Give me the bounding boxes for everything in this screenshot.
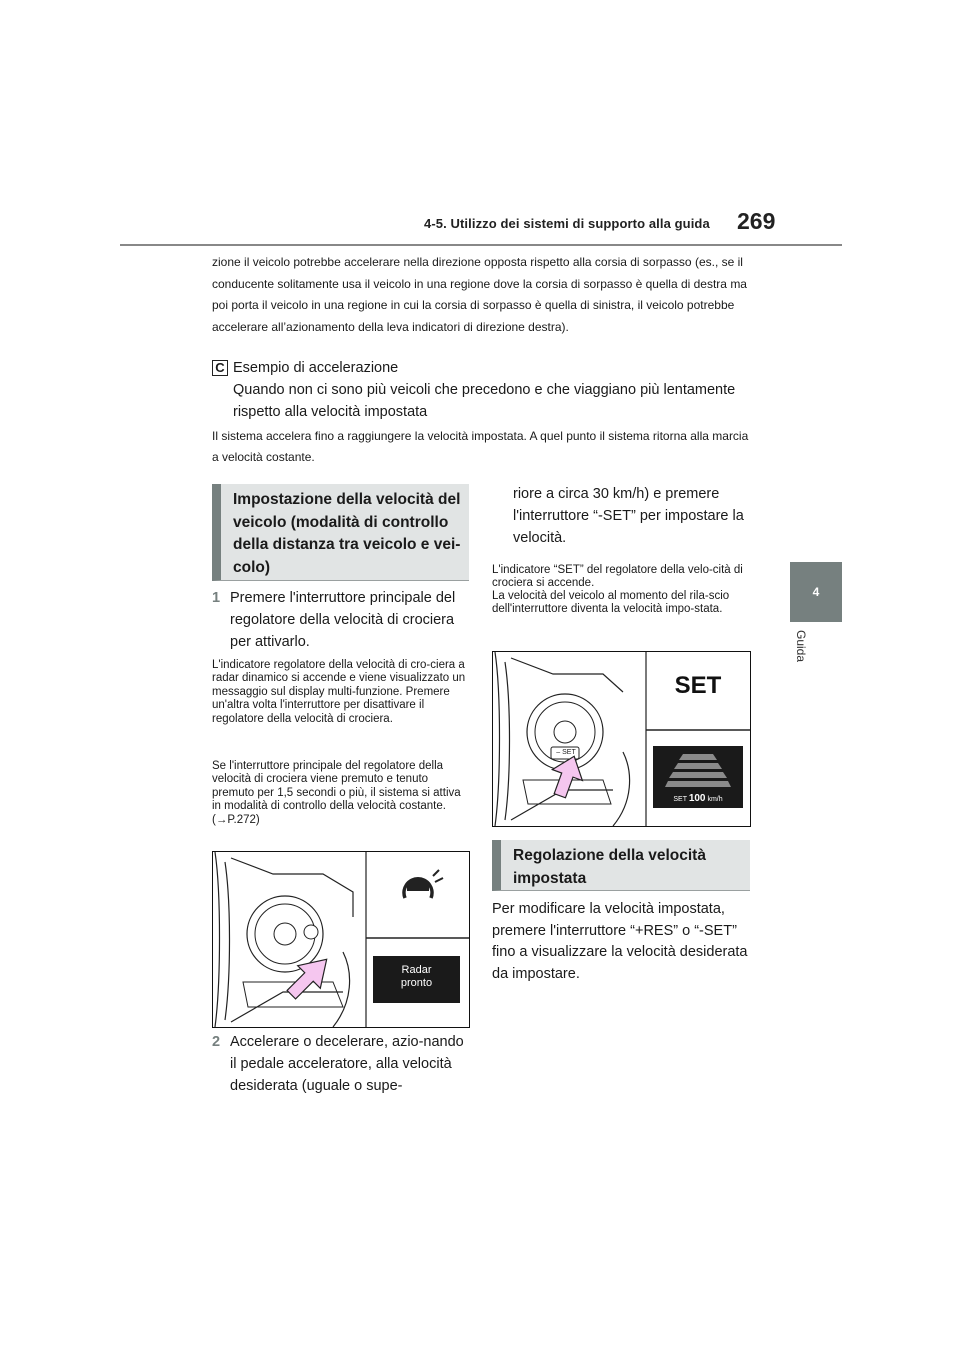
- paragraph-indicator: L'indicatore regolatore della velocità di cro-ciera a radar dinamico si accende e viene visualizzato un messaggio sul display multi-funzione. Premere un'altra volta l'interruttore per disattivare il regolatore della velocità di crociera.: [212, 659, 466, 725]
- step-2-continued: riore a circa 30 km/h) e premere l'interruttore “-SET” per impostare la velocità.: [513, 486, 744, 546]
- speed-unit: km/h: [707, 796, 723, 803]
- speed-value: 100: [688, 793, 706, 804]
- step-number: 2: [212, 1034, 221, 1050]
- paragraph-adjust-speed: Per modificare la velocità impostata, premere l'interruttore “+RES” o “-SET” fino a visualizzare la velocità desiderata da impostare.: [492, 901, 748, 983]
- radar-cruise-icon: [404, 870, 443, 898]
- speed-prefix: SET: [673, 796, 687, 803]
- step-text: Accelerare o decelerare, azio-nando il pedale acceleratore, alla velocità desiderata (uguale o supe-: [230, 1034, 464, 1094]
- step-text: Premere l'interruttore principale del regolatore della velocità di crociera per attivarlo.: [230, 590, 456, 650]
- steering-wheel-illustration: [213, 852, 469, 1027]
- intro-paragraph: zione il veicolo potrebbe accelerare nella direzione opposta rispetto alla corsia di sorpasso (es., se il conducente solitamente usa il veicolo in una regione dove la corsia di sorpasso è quella di destra ma poi porta il veicolo in una regione in cui la corsia di sorpasso è quella di sinistra, il veicolo potrebbe accelerare all’azionamento della leva indicatori di direzione destra).: [212, 255, 747, 334]
- paragraph-set-indicator: L'indicatore “SET” del regolatore della velo-cità di crociera si accende.: [492, 564, 743, 590]
- display-radar-ready: Radar pronto: [400, 964, 433, 989]
- header-divider: [120, 244, 842, 246]
- page-number: 269: [737, 208, 776, 234]
- section-title: 4-5. Utilizzo dei sistemi di supporto alla guida: [424, 216, 710, 231]
- step-1: [212, 587, 467, 653]
- step-2: [212, 1031, 472, 1097]
- set-speed-readout: [653, 793, 743, 804]
- example-note: Il sistema accelera fino a raggiungere la velocità impostata. A quel punto il sistema ritorna alla marcia a velocità costante.: [212, 429, 749, 464]
- example-title: Esempio di accelerazione: [233, 360, 399, 376]
- figure-set-switch: [492, 651, 751, 827]
- chapter-tab: 4: [790, 562, 842, 622]
- step-number: 1: [212, 590, 221, 606]
- section-heading-adjust-speed: Regolazione della velocità impostata: [492, 840, 750, 891]
- paragraph-set-speed: La velocità del veicolo al momento del rila-scio dell'interruttore diventa la velocità impo-stata.: [492, 590, 730, 616]
- chapter-label: Guida: [794, 630, 808, 663]
- section-heading-set-speed: Impostazione della velocità del veicolo (modalità di controllo della distanza tra veicolo e vei-colo): [212, 484, 469, 581]
- figure-main-switch: [212, 851, 470, 1028]
- paragraph-constant-speed: Se l'interruttore principale del regolatore della velocità di crociera viene premuto e tenuto premuto per 1,5 secondi o più, il sistema si attiva in modalità di controllo della velocità costante. (→P.272): [212, 760, 461, 826]
- set-indicator: SET: [674, 672, 722, 699]
- example-marker: C: [212, 360, 228, 376]
- example-subtitle: Quando non ci sono più veicoli che precedono e che viaggiano più lentamente rispetto alla velocità impostata: [233, 382, 736, 420]
- switch-label-set: – SET: [556, 749, 576, 756]
